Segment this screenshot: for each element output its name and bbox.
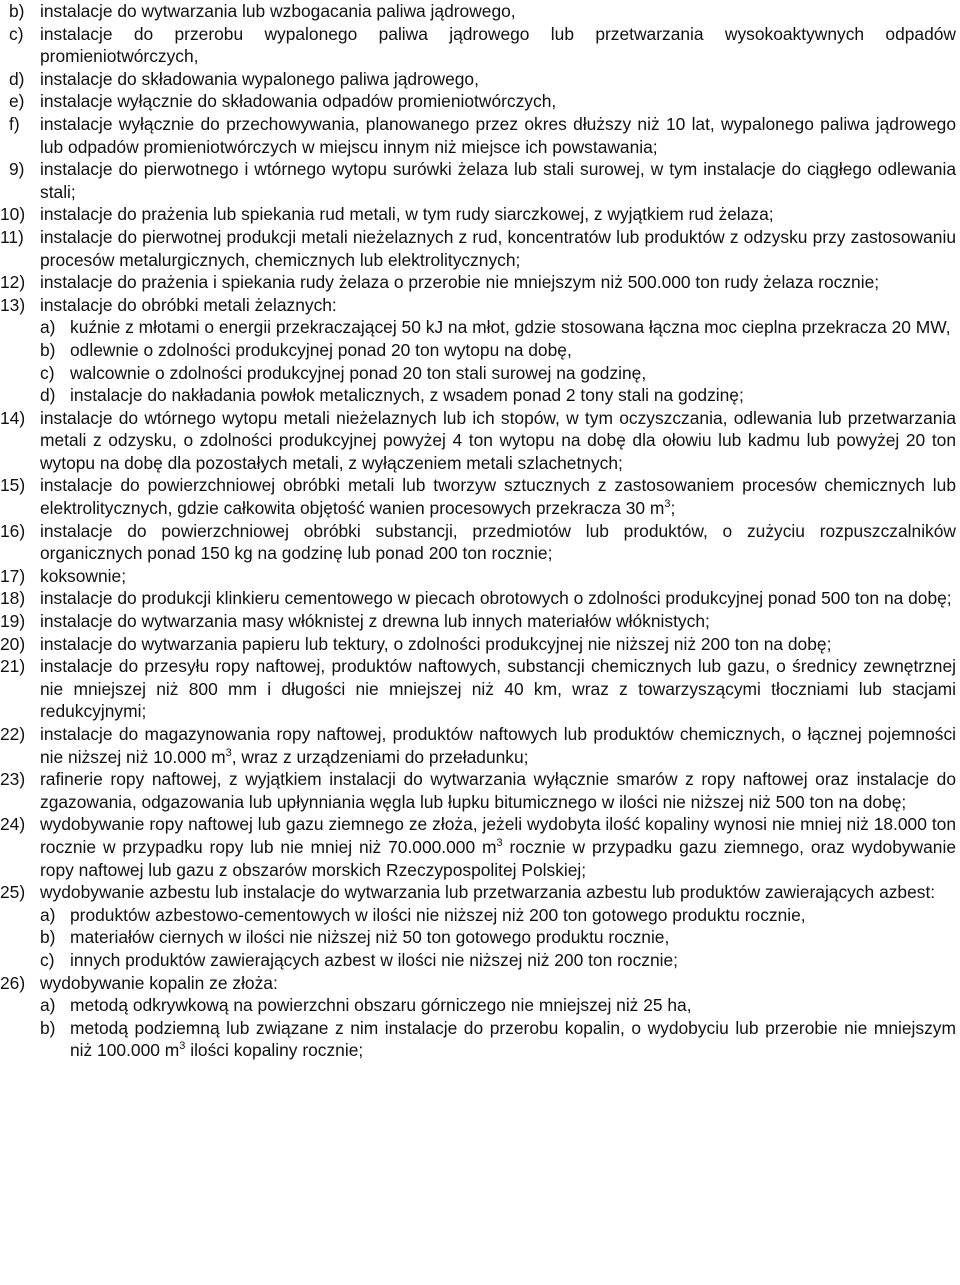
item-text-main: instalacje do produkcji klinkieru cementowego w piecach obrotowych o zdolności produkcyjnej ponad 500 ton na dobę; [40, 588, 952, 609]
item-text-main: instalacje do prażenia i spiekania rudy żelaza o przerobie nie mniejszym niż 500.000 ton rudy żelaza rocznie; [40, 272, 880, 293]
sub-list-item [0, 68, 956, 91]
sub-list-item [0, 926, 956, 949]
item-number: 21) [0, 656, 26, 677]
item-number: 25) [0, 882, 26, 903]
list-item [0, 158, 956, 203]
list-item [0, 565, 956, 588]
item-text-continuation: ilości kopaliny rocznie; [185, 1040, 364, 1061]
item-text [40, 23, 956, 68]
item-text-main: instalacje do pierwotnej produkcji metali nieżelaznych z rud, koncentratów lub produktów z odzysku przy zastosowaniu procesów metalurgicznych, chemicznych lub elektrolitycznych; [40, 226, 956, 270]
item-text [40, 813, 956, 881]
item-number: b) [40, 1017, 56, 1038]
item-text [40, 633, 956, 656]
item-number: d) [40, 385, 56, 406]
item-number: a) [40, 904, 56, 925]
item-text [40, 565, 956, 588]
item-number: 26) [0, 972, 26, 993]
item-text-main: instalacje do wytwarzania papieru lub tektury, o zdolności produkcyjnej nie niższej niż 200 ton na dobę; [40, 633, 832, 654]
item-text [40, 474, 956, 519]
item-text [70, 904, 956, 927]
item-text-main: innych produktów zawierających azbest w ilości nie niższej niż 200 ton rocznie; [70, 949, 679, 970]
list-item [0, 474, 956, 519]
item-number: a) [40, 317, 56, 338]
item-number: 20) [0, 633, 26, 654]
item-text-main: produktów azbestowo-cementowych w ilości nie niższej niż 200 ton gotowego produktu rocznie, [70, 904, 806, 925]
item-number: c) [9, 23, 24, 44]
item-text-main: materiałów ciernych w ilości nie niższej niż 50 ton gotowego produktu rocznie, [70, 927, 670, 948]
superscript-exponent: 3 [225, 746, 232, 759]
sub-list-item [0, 316, 956, 339]
item-number: 14) [0, 407, 26, 428]
item-text [70, 339, 956, 362]
sub-list-item [0, 339, 956, 362]
sub-list-item [0, 384, 956, 407]
item-number: a) [40, 995, 56, 1016]
list-item [0, 972, 956, 995]
item-text-main: wydobywanie ropy naftowej lub gazu ziemnego ze złoża, jeżeli wydobyta ilość kopaliny wynosi nie mniej niż 18.000 ton rocznie w przypadku ropy lub nie mniej niż 70.000.000 m [40, 814, 956, 857]
sub-list-item [0, 1017, 956, 1062]
item-number: b) [40, 339, 56, 360]
sub-list-item [0, 994, 956, 1017]
item-text [40, 587, 956, 610]
list-item [0, 587, 956, 610]
item-text [40, 294, 956, 317]
item-text [40, 271, 956, 294]
item-number: 10) [0, 204, 26, 225]
item-number: c) [40, 362, 55, 383]
item-text-main: instalacje do wytwarzania lub wzbogacania paliwa jądrowego, [40, 1, 516, 21]
item-text-main: instalacje do wytwarzania masy włóknistej z drewna lub innych materiałów włóknistych; [40, 611, 710, 632]
item-text [70, 1017, 956, 1062]
sub-list-item [0, 23, 956, 68]
item-number: c) [40, 949, 55, 970]
item-number: 17) [0, 565, 26, 586]
item-text-main: instalacje do prażenia lub spiekania rud metali, w tym rudy siarczkowej, z wyjątkiem rud żelaza; [40, 204, 774, 225]
list-item [0, 633, 956, 656]
item-text-main: instalacje do wtórnego wytopu metali nieżelaznych lub ich stopów, w tym oczyszczania, odlewania lub przetwarzania metali z odzysku, o zdolności produkcyjnej powyżej 4 ton wytopu na dobę dla ołowiu lub kadmu lub powyżej 20 ton wytopu na dobę dla pozostałych metali, z wyłączeniem metali szlachetnych; [40, 407, 956, 473]
item-text [40, 881, 956, 904]
item-text-main: metodą odkrywkową na powierzchni obszaru górniczego nie mniejszej niż 25 ha, [70, 995, 692, 1016]
item-text [40, 610, 956, 633]
item-text [40, 0, 956, 23]
item-text-main: instalacje do pierwotnego i wtórnego wytopu surówki żelaza lub stali surowej, w tym instalacje do ciągłego odlewania stali; [40, 159, 956, 202]
sub-list-item [0, 0, 956, 23]
superscript-exponent: 3 [496, 837, 503, 850]
item-text-continuation: , wraz z urządzeniami do przeładunku; [231, 746, 529, 767]
item-text-main: metodą podziemną lub związane z nim instalacje do przerobu kopalin, o wydobyciu lub przerobie nie mniejszym niż 100.000 m [70, 1017, 956, 1061]
sub-list-item [0, 113, 956, 158]
item-text [40, 158, 956, 203]
item-number: 24) [0, 814, 26, 835]
item-number: 9) [9, 159, 25, 180]
item-number: 15) [0, 475, 26, 496]
item-text-main: instalacje do przesyłu ropy naftowej, produktów naftowych, substancji chemicznych lub gazu, o średnicy zewnętrznej nie mniejszej niż 800 mm i długości nie mniejszej niż 40 km, wraz z towarzyszącymi tłoczniami lub stacjami redukcyjnymi; [40, 656, 956, 722]
item-number: b) [40, 927, 56, 948]
item-text [40, 768, 956, 813]
item-text [40, 655, 956, 723]
item-text [70, 384, 956, 407]
item-number: 11) [0, 226, 24, 247]
item-text-main: koksownie; [40, 565, 127, 586]
item-text-main: instalacje do składowania wypalonego paliwa jądrowego, [40, 68, 479, 89]
sub-list-item [0, 904, 956, 927]
list-item [0, 520, 956, 565]
item-number: e) [9, 91, 25, 112]
list-item [0, 610, 956, 633]
item-text [40, 226, 956, 271]
item-number: 22) [0, 724, 26, 744]
item-text-main: instalacje do powierzchniowej obróbki substancji, przedmiotów lub produktów, o zużyciu rozpuszczalników organicznych ponad 150 kg na godzinę lub ponad 200 ton rocznie; [40, 520, 956, 564]
list-item [0, 407, 956, 475]
item-text-main: kuźnie z młotami o energii przekraczającej 50 kJ na młot, gdzie stosowana łączna moc cieplna przekracza 20 MW, [70, 317, 951, 338]
list-item [0, 813, 956, 881]
item-text [70, 949, 956, 972]
item-number: b) [9, 1, 25, 21]
item-number: f) [9, 113, 20, 134]
item-text [40, 407, 956, 475]
item-number: 16) [0, 520, 26, 541]
item-text [40, 972, 956, 995]
superscript-exponent: 3 [664, 498, 671, 511]
item-text-main: rafinerie ropy naftowej, z wyjątkiem instalacji do wytwarzania wyłącznie smarów z ropy naftowej oraz instalacje do zgazowania, odgazowania lub upłynniania węgla lub łupku bitumicznego w ilości nie niższej niż 500 ton na dobę; [40, 769, 956, 812]
list-item [0, 655, 956, 723]
sub-list-item [0, 362, 956, 385]
item-text-main: instalacje do magazynowania ropy naftowej, produktów naftowych lub produktów chemicznych, o łącznej pojemności nie niższej niż 10.000 m [40, 724, 956, 767]
item-text [40, 520, 956, 565]
item-text-main: instalacje do nakładania powłok metalicznych, z wsadem ponad 2 tony stali na godzinę; [70, 385, 744, 406]
item-text-main: instalacje wyłącznie do składowania odpadów promieniotwórczych, [40, 91, 557, 112]
sub-list-item [0, 949, 956, 972]
sub-list-item [0, 90, 956, 113]
item-text-main: walcownie o zdolności produkcyjnej ponad 20 ton stali surowej na godzinę, [70, 362, 647, 383]
item-text [40, 90, 956, 113]
item-text [40, 723, 956, 768]
item-text-main: instalacje wyłącznie do przechowywania, planowanego przez okres dłuższy niż 10 lat, wypalonego paliwa jądrowego lub odpadów promieniotwórczych w miejscu innym niż miejsce ich powstawania; [40, 113, 956, 157]
list-item [0, 723, 956, 768]
item-text [70, 926, 956, 949]
item-text-main: instalacje do przerobu wypalonego paliwa jądrowego lub przetwarzania wysokoaktywnych odpadów promieniotwórczych, [40, 23, 956, 67]
list-item [0, 768, 956, 813]
list-item [0, 203, 956, 226]
item-number: 23) [0, 769, 26, 790]
item-text-continuation: rocznie w przypadku gazu ziemnego, oraz wydobywanie ropy naftowej lub gazu z obszarów morskich Rzeczypospolitej Polskiej; [40, 836, 957, 880]
item-number: 19) [0, 611, 26, 632]
list-item [0, 271, 956, 294]
item-text [70, 362, 956, 385]
item-number: d) [9, 68, 25, 89]
item-number: 18) [0, 588, 26, 609]
item-text [40, 203, 956, 226]
item-text-main: instalacje do powierzchniowej obróbki metali lub tworzyw sztucznych z zastosowaniem procesów chemicznych lub elektrolitycznych, gdzie całkowita objętość wanien procesowych przekracza 30 m [40, 475, 956, 519]
item-number: 12) [0, 272, 26, 293]
item-text-main: odlewnie o zdolności produkcyjnej ponad 20 ton wytopu na dobę, [70, 339, 572, 360]
item-text [40, 113, 956, 158]
item-number: 13) [0, 294, 26, 315]
item-text-main: instalacje do obróbki metali żelaznych: [40, 294, 337, 315]
item-text [40, 68, 956, 91]
item-text-main: wydobywanie kopalin ze złoża: [40, 972, 278, 993]
item-text-main: wydobywanie azbestu lub instalacje do wytwarzania lub przetwarzania azbestu lub produktów zawierających azbest: [40, 882, 936, 903]
superscript-exponent: 3 [179, 1040, 186, 1053]
list-item [0, 294, 956, 317]
item-text-continuation: ; [670, 498, 676, 519]
item-text [70, 316, 956, 339]
list-item [0, 226, 956, 271]
item-text [70, 994, 956, 1017]
list-item [0, 881, 956, 904]
